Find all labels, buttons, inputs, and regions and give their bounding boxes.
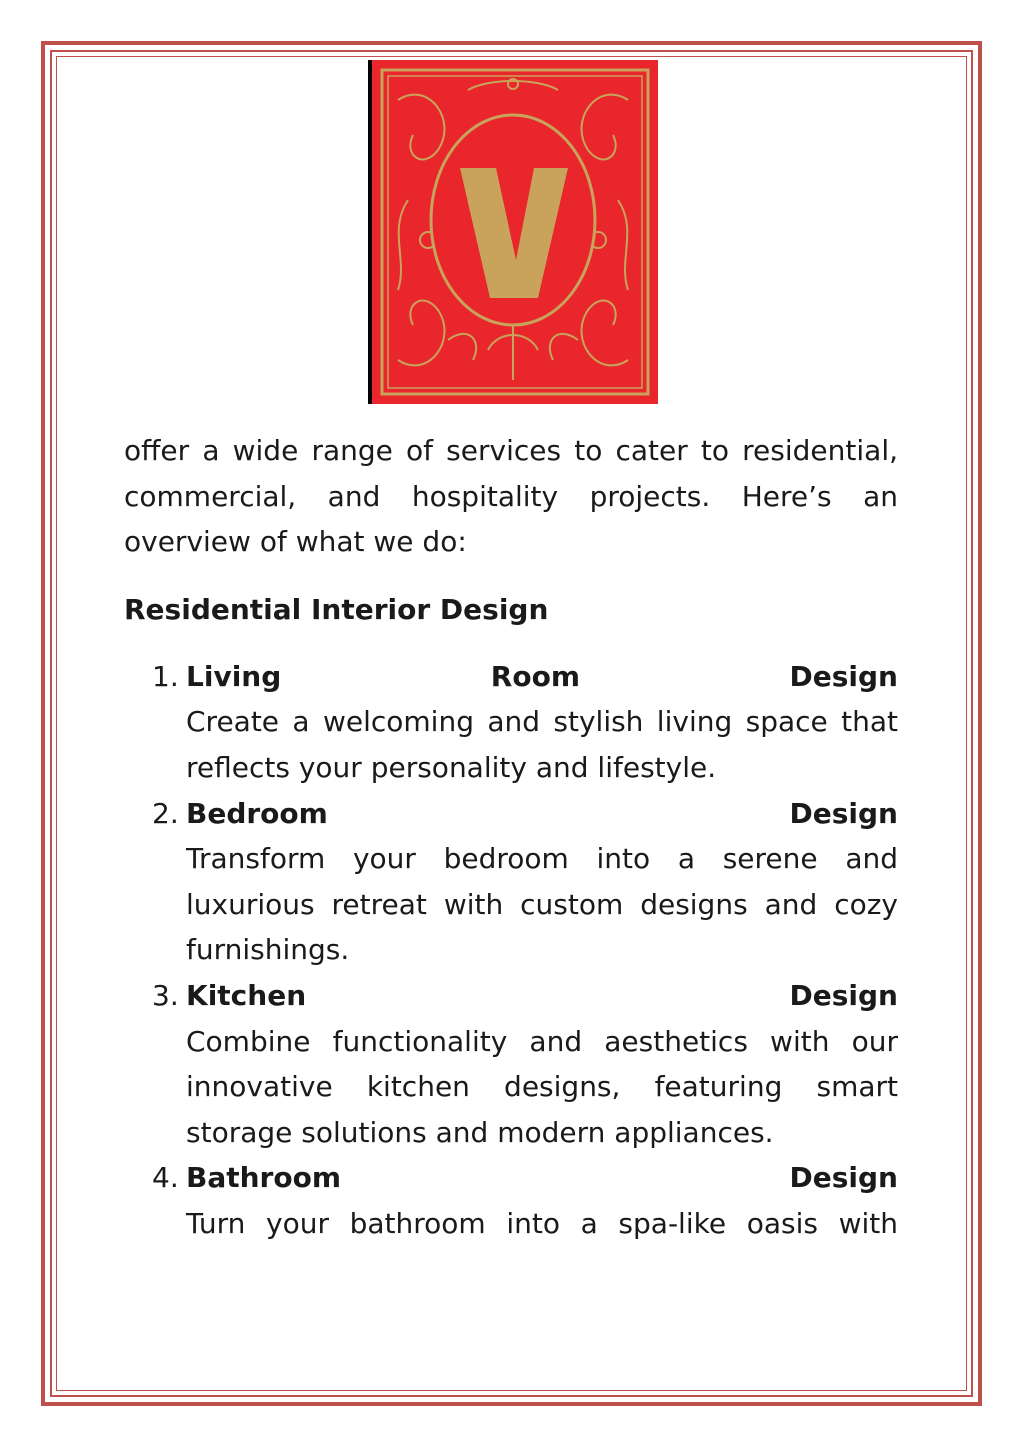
title-word: Room xyxy=(490,659,580,693)
list-item xyxy=(124,791,898,973)
list-item-description: Transform your bedroom into a serene and luxurious retreat with custom designs and cozy furnishings. xyxy=(186,842,898,967)
title-word: Bathroom xyxy=(186,1161,342,1195)
section-heading: Residential Interior Design xyxy=(124,592,549,626)
title-word: Bedroom xyxy=(186,796,328,830)
list-item-description: Turn your bathroom into a spa-like oasis with xyxy=(186,1206,898,1240)
title-word: Design xyxy=(789,1161,898,1195)
list-item-title xyxy=(186,1155,898,1201)
services-list xyxy=(124,654,898,1247)
title-word: Kitchen xyxy=(186,978,307,1012)
list-item-title xyxy=(186,791,898,837)
intro-paragraph: offer a wide range of services to cater to residential, commercial, and hospitality projects. Here’s an overview of what we do: xyxy=(124,434,898,559)
list-item-number: 1. xyxy=(152,659,179,693)
list-item-number: 3. xyxy=(152,978,179,1012)
title-word: Living xyxy=(186,659,282,693)
list-item-description: Combine functionality and aesthetics with our innovative kitchen designs, featuring smart storage solutions and modern appliances. xyxy=(186,1024,898,1149)
list-item-number: 2. xyxy=(152,796,179,830)
brand-logo xyxy=(368,60,658,404)
list-item xyxy=(124,973,898,1155)
list-item-title xyxy=(186,654,898,700)
title-word: Design xyxy=(789,978,898,1012)
document-body xyxy=(124,428,898,1247)
list-item xyxy=(124,1155,898,1246)
list-item xyxy=(124,654,898,791)
title-word: Design xyxy=(789,796,898,830)
list-item-description: Create a welcoming and stylish living space that reflects your personality and lifestyle. xyxy=(186,705,898,784)
list-item-number: 4. xyxy=(152,1161,179,1195)
list-item-title xyxy=(186,973,898,1019)
title-word: Design xyxy=(789,659,898,693)
